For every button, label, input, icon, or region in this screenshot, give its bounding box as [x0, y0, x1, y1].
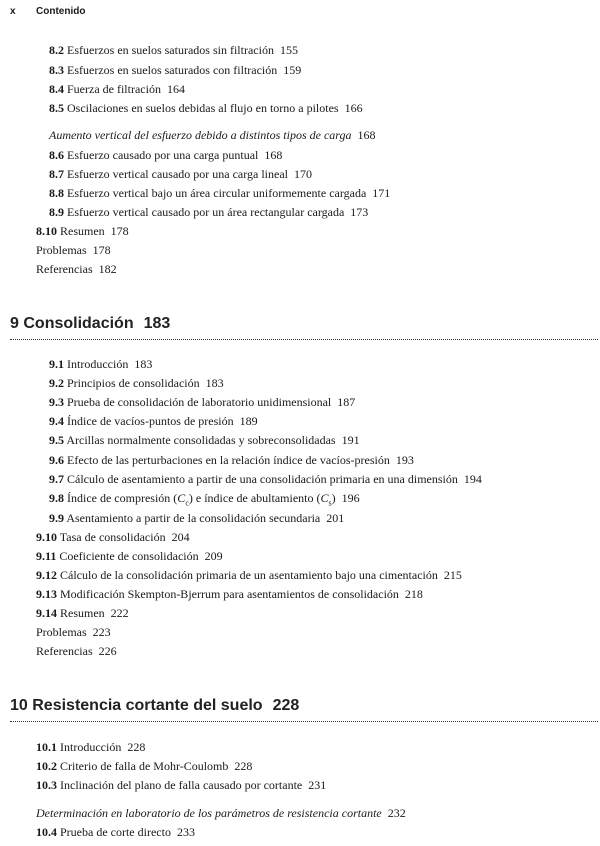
section-page: 222 — [110, 606, 129, 620]
section-page: 155 — [279, 43, 298, 57]
entry-title: Problemas — [36, 243, 87, 257]
chapter-number: 9 — [10, 315, 19, 332]
running-title: Contenido — [36, 6, 86, 17]
section-title: Modificación Skempton-Bjerrum para asentamientos de consolidación — [60, 587, 399, 601]
toc-entry[interactable] — [49, 81, 185, 97]
section-page: 191 — [341, 433, 360, 447]
toc-subheading[interactable] — [49, 127, 376, 143]
section-title: Efecto de las perturbaciones en la relación índice de vacíos-presión — [67, 453, 390, 467]
toc-entry[interactable] — [49, 471, 482, 487]
variable-subscript: c — [185, 498, 189, 508]
entry-title: Referencias — [36, 262, 93, 276]
section-number: 10.3 — [36, 778, 57, 792]
subheading-title: Aumento vertical del esfuerzo debido a distintos tipos de carga — [49, 128, 352, 142]
section-number: 9.2 — [49, 376, 64, 390]
section-page: 194 — [463, 472, 482, 486]
chapter-title: Resistencia cortante del suelo — [32, 697, 263, 714]
section-number: 9.4 — [49, 414, 64, 428]
toc-entry[interactable] — [36, 586, 423, 602]
section-page: 193 — [395, 453, 414, 467]
section-page: 171 — [372, 186, 391, 200]
section-title: Cálculo de asentamiento a partir de una consolidación primaria en una dimensión — [67, 472, 458, 486]
toc-entry[interactable] — [36, 758, 252, 774]
toc-entry[interactable] — [36, 824, 195, 840]
section-page: 183 — [205, 376, 224, 390]
section-number: 9.3 — [49, 395, 64, 409]
subheading-page: 168 — [357, 128, 376, 142]
section-title: Resumen — [60, 224, 105, 238]
section-page: 183 — [134, 357, 153, 371]
section-number: 8.4 — [49, 82, 64, 96]
section-number: 9.7 — [49, 472, 64, 486]
section-title: Tasa de consolidación — [59, 530, 166, 544]
section-page: 231 — [308, 778, 327, 792]
section-title: Prueba de consolidación de laboratorio unidimensional — [67, 395, 332, 409]
entry-page: 226 — [98, 644, 117, 658]
section-number: 9.9 — [49, 511, 64, 525]
toc-entry-problems[interactable] — [36, 242, 111, 258]
section-page: 159 — [283, 63, 302, 77]
section-title: Prueba de corte directo — [60, 825, 171, 839]
section-number: 9.12 — [36, 568, 57, 582]
section-page: 189 — [239, 414, 258, 428]
section-number: 9.14 — [36, 606, 57, 620]
section-title: Esfuerzos en suelos saturados con filtración — [67, 63, 278, 77]
section-number: 10.4 — [36, 825, 57, 839]
section-number: 8.3 — [49, 63, 64, 77]
section-number: 9.8 — [49, 491, 64, 505]
section-number: 10.2 — [36, 759, 57, 773]
section-number: 9.1 — [49, 357, 64, 371]
toc-entry[interactable] — [36, 529, 190, 545]
toc-entry-problems[interactable] — [36, 624, 111, 640]
section-number: 9.11 — [36, 549, 57, 563]
toc-entry[interactable] — [36, 567, 462, 583]
section-title: Coeficiente de consolidación — [59, 549, 199, 563]
toc-entry[interactable] — [36, 605, 129, 621]
toc-entry[interactable] — [36, 739, 145, 755]
section-page: 173 — [350, 205, 369, 219]
toc-entry-references[interactable] — [36, 643, 117, 659]
section-page: 228 — [127, 740, 146, 754]
chapter-heading-9[interactable] — [10, 315, 170, 333]
section-title: Asentamiento a partir de la consolidación secundaria — [66, 511, 321, 525]
chapter-page: 183 — [143, 315, 171, 332]
toc-entry[interactable] — [49, 62, 301, 78]
section-number: 8.7 — [49, 167, 64, 181]
page-number: x — [10, 6, 16, 17]
toc-entry[interactable] — [49, 510, 344, 526]
entry-page: 178 — [92, 243, 111, 257]
section-title: Esfuerzo vertical causado por un área rectangular cargada — [67, 205, 345, 219]
section-number: 8.5 — [49, 101, 64, 115]
section-page: 196 — [341, 491, 360, 505]
section-page: 228 — [234, 759, 253, 773]
toc-entry-references[interactable] — [36, 261, 117, 277]
section-page: 204 — [171, 530, 190, 544]
toc-entry[interactable] — [49, 452, 414, 468]
toc-entry[interactable] — [49, 100, 363, 116]
toc-entry[interactable] — [49, 42, 298, 58]
subheading-title: Determinación en laboratorio de los parámetros de resistencia cortante — [36, 806, 382, 820]
toc-entry[interactable] — [36, 548, 223, 564]
section-number: 8.10 — [36, 224, 57, 238]
dotted-divider — [10, 721, 598, 722]
toc-entry[interactable] — [49, 185, 390, 201]
toc-entry[interactable] — [49, 147, 282, 163]
section-title: Criterio de falla de Mohr-Coulomb — [60, 759, 229, 773]
section-number: 9.10 — [36, 530, 57, 544]
section-page: 218 — [404, 587, 423, 601]
section-page: 178 — [110, 224, 129, 238]
section-title-part: ) — [331, 491, 336, 505]
section-title: Principios de consolidación — [67, 376, 200, 390]
toc-entry[interactable] — [49, 490, 360, 511]
section-number: 9.6 — [49, 453, 64, 467]
section-number: 8.8 — [49, 186, 64, 200]
section-title: Arcillas normalmente consolidadas y sobreconsolidadas — [66, 433, 336, 447]
running-header — [10, 6, 85, 17]
toc-entry[interactable] — [49, 356, 152, 372]
toc-entry[interactable] — [36, 777, 326, 793]
section-page: 170 — [294, 167, 313, 181]
section-title: Esfuerzos en suelos saturados sin filtración — [67, 43, 274, 57]
dotted-divider — [10, 339, 598, 340]
subheading-page: 232 — [387, 806, 406, 820]
section-title: Introducción — [67, 357, 129, 371]
toc-entry[interactable] — [49, 432, 360, 448]
toc-entry[interactable] — [49, 394, 355, 410]
section-title: Resumen — [60, 606, 105, 620]
section-title: Esfuerzo vertical bajo un área circular uniformemente cargada — [67, 186, 367, 200]
entry-page: 223 — [92, 625, 111, 639]
variable-subscript: s — [328, 498, 332, 508]
entry-title: Referencias — [36, 644, 93, 658]
section-title-part: Índice de compresión ( — [67, 491, 178, 505]
section-number: 8.6 — [49, 148, 64, 162]
toc-subheading[interactable] — [36, 805, 406, 821]
section-title: Esfuerzo vertical causado por una carga lineal — [67, 167, 289, 181]
chapter-number: 10 — [10, 697, 28, 714]
section-title: Esfuerzo causado por una carga puntual — [67, 148, 259, 162]
section-number: 8.2 — [49, 43, 64, 57]
section-title: Introducción — [60, 740, 122, 754]
section-page: 209 — [204, 549, 223, 563]
toc-entry[interactable] — [49, 204, 368, 220]
entry-page: 182 — [98, 262, 117, 276]
variable-symbol: C — [177, 491, 186, 505]
section-number: 9.13 — [36, 587, 57, 601]
entry-title: Problemas — [36, 625, 87, 639]
toc-entry[interactable] — [49, 375, 224, 391]
section-page: 166 — [344, 101, 363, 115]
section-number: 10.1 — [36, 740, 57, 754]
section-page: 164 — [166, 82, 185, 96]
section-page: 168 — [264, 148, 283, 162]
variable-symbol: C — [320, 491, 329, 505]
section-title-part: ) e índice de abultamiento ( — [188, 491, 321, 505]
section-title: Fuerza de filtración — [67, 82, 161, 96]
section-page: 233 — [176, 825, 195, 839]
chapter-heading-10[interactable] — [10, 697, 299, 715]
toc-entry[interactable] — [49, 413, 258, 429]
chapter-page: 228 — [272, 697, 300, 714]
section-page: 187 — [337, 395, 356, 409]
section-title: Inclinación del plano de falla causado por cortante — [60, 778, 303, 792]
toc-entry[interactable] — [36, 223, 129, 239]
section-title: Índice de vacíos-puntos de presión — [67, 414, 234, 428]
section-page: 201 — [326, 511, 345, 525]
section-title: Oscilaciones en suelos debidas al flujo en torno a pilotes — [67, 101, 339, 115]
toc-entry[interactable] — [49, 166, 312, 182]
chapter-title: Consolidación — [23, 315, 134, 332]
section-number: 9.5 — [49, 433, 64, 447]
section-number: 8.9 — [49, 205, 64, 219]
section-page: 215 — [443, 568, 462, 582]
section-title: Cálculo de la consolidación primaria de un asentamiento bajo una cimentación — [60, 568, 438, 582]
